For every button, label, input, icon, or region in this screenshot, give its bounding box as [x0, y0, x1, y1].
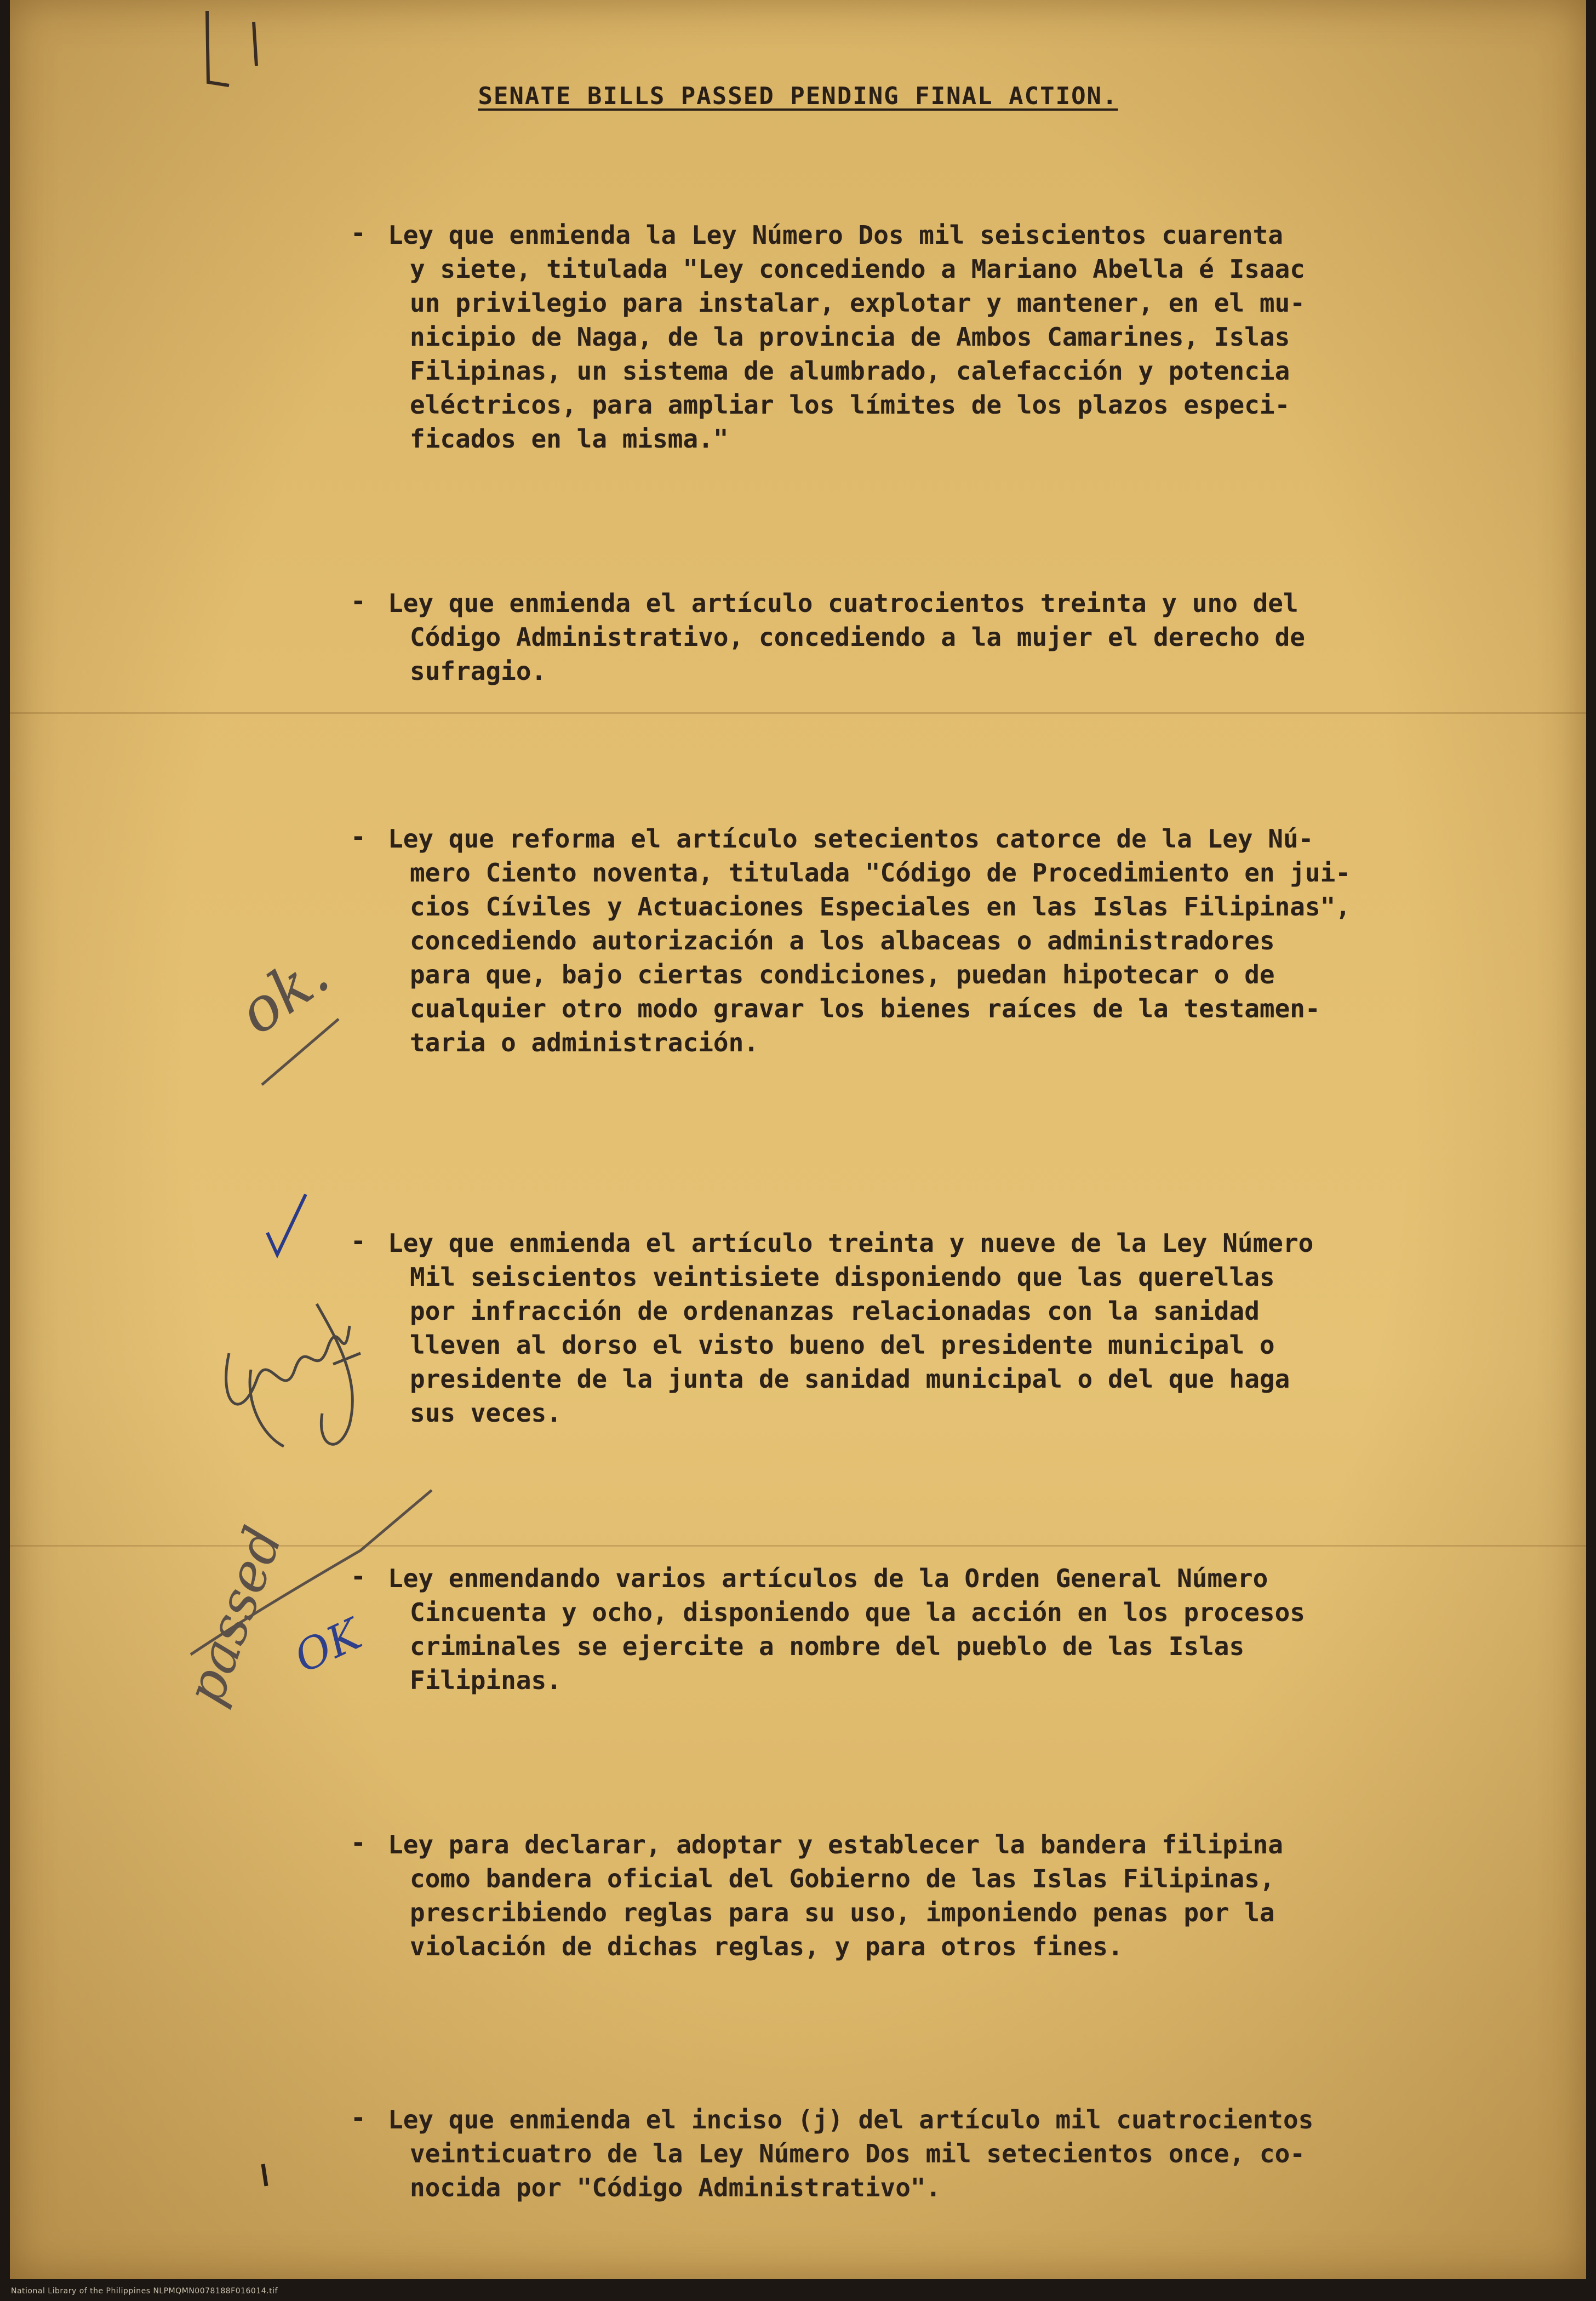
- bill-text-line: mero Ciento noventa, titulada "Código de Procedimiento en jui-: [410, 858, 1351, 888]
- pencil-signature-mark: [226, 1304, 361, 1446]
- bill-text-line: presidente de la junta de sanidad municipal o del que haga: [410, 1364, 1290, 1394]
- bill-dash: -: [351, 822, 366, 851]
- bill-text-line: Ley que enmienda el artículo treinta y nueve de la Ley Número: [388, 1228, 1314, 1258]
- bill-text-line: ficados en la misma.": [410, 424, 729, 454]
- bill-text-line: taria o administración.: [410, 1028, 759, 1057]
- archive-footer: National Library of the Philippines NLPMQMN0078188F016014.tif: [11, 2287, 278, 2296]
- bill-text-line: Cincuenta y ocho, disponiendo que la acción en los procesos: [410, 1598, 1305, 1627]
- bill-text-line: lleven al dorso el visto bueno del presidente municipal o: [410, 1330, 1275, 1360]
- bill-text-line: concediendo autorización a los albaceas o administradores: [410, 926, 1275, 955]
- bill-text-line: Filipinas, un sistema de alumbrado, calefacción y potencia: [410, 356, 1290, 386]
- bill-dash: -: [351, 1561, 366, 1591]
- passed-annotation-text: passed: [174, 1519, 295, 1713]
- bill-text-line: violación de dichas reglas, y para otros fines.: [410, 1932, 1123, 1961]
- bill-text-line: Mil seiscientos veintisiete disponiendo que las querellas: [410, 1262, 1275, 1292]
- document-page: [10, 0, 1586, 2279]
- bill-text-line: Código Administrativo, concediendo a la mujer el derecho de: [410, 622, 1305, 652]
- bill-text-line: y siete, titulada "Ley concediendo a Mariano Abella é Isaac: [410, 254, 1305, 284]
- bill-text-line: Ley que enmienda el inciso (j) del artículo mil cuatrocientos: [388, 2105, 1314, 2134]
- bill-dash: -: [351, 1226, 366, 1256]
- bill-dash: -: [351, 218, 366, 248]
- bill-text-line: por infracción de ordenanzas relacionadas con la sanidad: [410, 1296, 1260, 1326]
- bill-text-line: prescribiendo reglas para su uso, imponiendo penas por la: [410, 1898, 1275, 1927]
- bill-dash: -: [351, 586, 366, 616]
- bill-dash: -: [351, 2103, 366, 2132]
- blue-check-icon: [267, 1194, 306, 1255]
- bill-text-line: Ley para declarar, adoptar y establecer la bandera filipina: [388, 1830, 1283, 1859]
- bill-text-line: eléctricos, para ampliar los límites de los plazos especi-: [410, 390, 1290, 420]
- bill-text-line: nocida por "Código Administrativo".: [410, 2173, 941, 2202]
- ok-annotation-text: ok.: [226, 937, 342, 1049]
- bill-text-line: sufragio.: [410, 656, 547, 686]
- document-title-text: SENATE BILLS PASSED PENDING FINAL ACTION.: [478, 82, 1118, 110]
- bill-text-line: criminales se ejercite a nombre del pueblo de las Islas: [410, 1632, 1245, 1661]
- bill-text-line: Filipinas.: [410, 1665, 562, 1695]
- bill-text-line: veinticuatro de la Ley Número Dos mil setecientos once, co-: [410, 2139, 1305, 2168]
- bill-text-line: para que, bajo ciertas condiciones, puedan hipotecar o de: [410, 960, 1275, 989]
- bill-text-line: cualquier otro modo gravar los bienes raíces de la testamen-: [410, 994, 1320, 1023]
- bill-text-line: nicipio de Naga, de la provincia de Ambos Camarines, Islas: [410, 322, 1290, 352]
- bill-text-line: Ley que enmienda el artículo cuatrocientos treinta y uno del: [388, 588, 1298, 618]
- bill-text-line: sus veces.: [410, 1398, 562, 1428]
- bill-text-line: cios Cíviles y Actuaciones Especiales en las Islas Filipinas",: [410, 892, 1351, 921]
- pencil-tick-mark: [263, 2164, 266, 2186]
- bill-text-line: Ley que enmienda la Ley Número Dos mil seiscientos cuarenta: [388, 220, 1283, 250]
- bill-dash: -: [351, 1828, 366, 1857]
- bill-text-line: Ley enmendando varios artículos de la Orden General Número: [388, 1564, 1268, 1593]
- blue-ok-annotation-text: OK: [287, 1610, 369, 1683]
- bill-text-line: Ley que reforma el artículo setecientos catorce de la Ley Nú-: [388, 824, 1314, 854]
- bill-text-line: como bandera oficial del Gobierno de las Islas Filipinas,: [410, 1864, 1275, 1893]
- corner-bracket-mark: [207, 11, 256, 85]
- bill-text-line: un privilegio para instalar, explotar y mantener, en el mu-: [410, 288, 1305, 318]
- handwritten-annotations: [10, 0, 1586, 2279]
- pencil-ok-mark: [226, 938, 341, 1085]
